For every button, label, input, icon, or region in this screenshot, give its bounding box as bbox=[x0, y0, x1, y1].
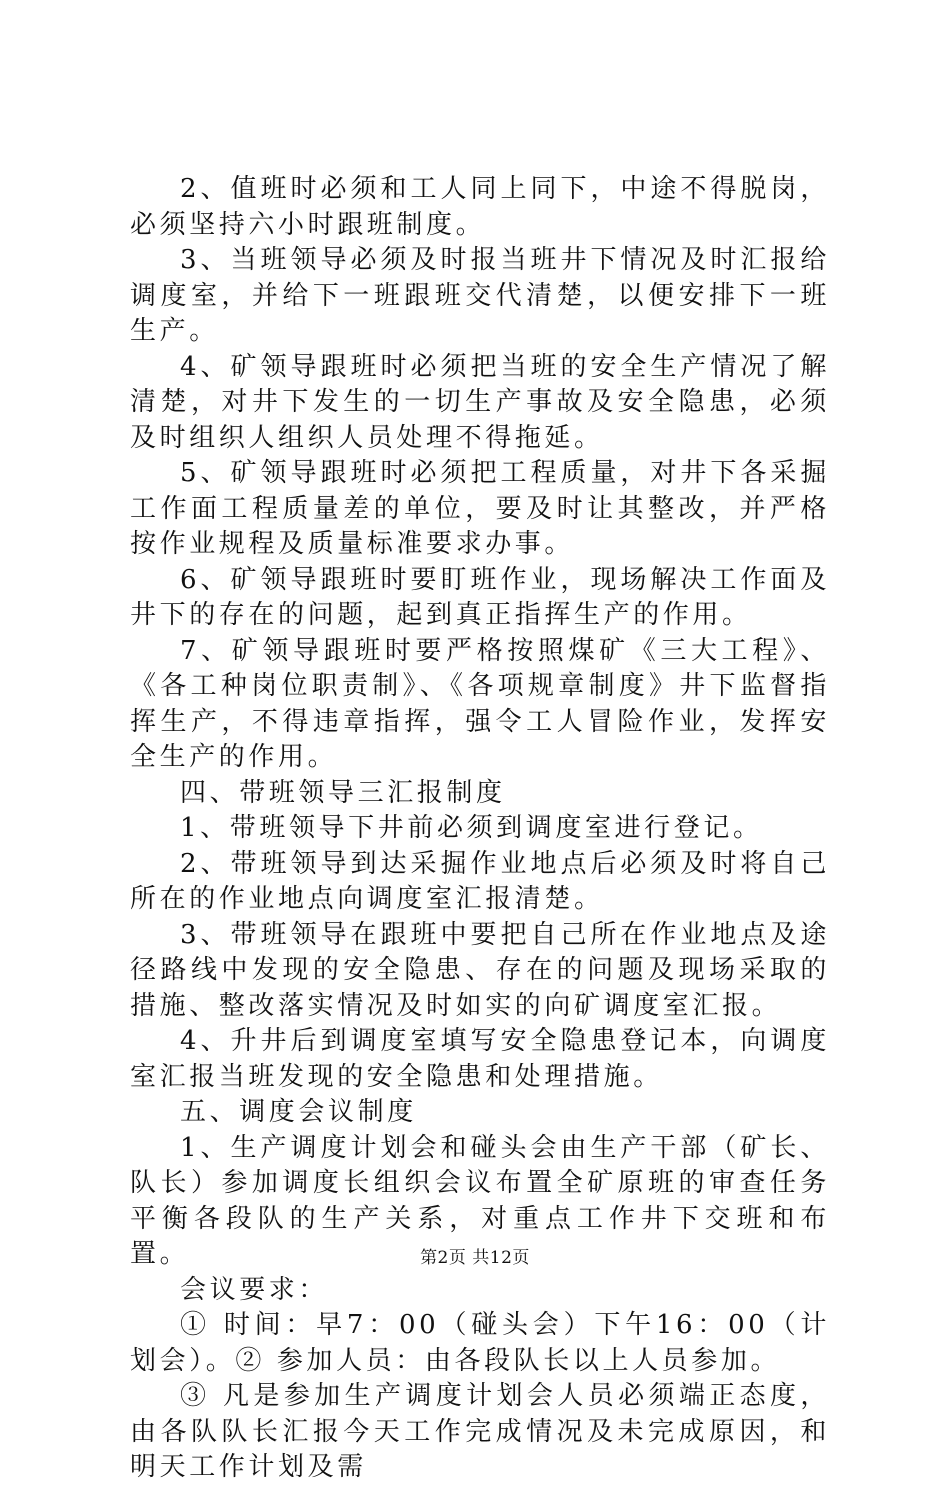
paragraph: 会议要求： bbox=[180, 1274, 329, 1305]
paragraph: 4、升井后到调度室填写安全隐患登记本，向调度室汇报当班发现的安全隐患和处理措施。 bbox=[130, 1026, 830, 1092]
paragraph: 3、带班领导在跟班中要把自己所在作业地点及途径路线中发现的安全隐患、存在的问题及现场采取的措施、整改落实情况及时如实的向矿调度室汇报。 bbox=[130, 919, 830, 1021]
paragraph: ① 时间：早7：00（碰头会）下午16：00（计划会）。② 参加人员：由各段队长以上人员参加。 bbox=[130, 1310, 830, 1376]
paragraph: 6、矿领导跟班时要盯班作业，现场解决工作面及井下的存在的问题，起到真正指挥生产的作用。 bbox=[130, 564, 830, 630]
paragraph: 1、生产调度计划会和碰头会由生产干部（矿长、队长）参加调度长组织会议布置全矿原班的审查任务平衡各段队的生产关系，对重点工作井下交班和布置。 bbox=[130, 1132, 830, 1269]
page-footer: 第2页 共12页 bbox=[420, 1248, 530, 1268]
paragraph: 5、矿领导跟班时必须把工程质量，对井下各采掘工作面工程质量差的单位，要及时让其整改，并严格按作业规程及质量标准要求办事。 bbox=[130, 458, 830, 559]
paragraph: ③ 凡是参加生产调度计划会人员必须端正态度，由各队队长汇报今天工作完成情况及未完成原因，和明天工作计划及需 bbox=[130, 1381, 830, 1482]
paragraph: 2、带班领导到达采掘作业地点后必须及时将自己所在的作业地点向调度室汇报清楚。 bbox=[130, 848, 830, 914]
section-heading: 五、调度会议制度 bbox=[180, 1097, 417, 1127]
paragraph: 4、矿领导跟班时必须把当班的安全生产情况了解清楚，对井下发生的一切生产事故及安全隐患，必须及时组织人组织人员处理不得拖延。 bbox=[130, 351, 830, 453]
paragraph: 7、矿领导跟班时要严格按照煤矿《三大工程》、《各工种岗位职责制》、《各项规章制度》井下监督指挥生产，不得违章指挥，强令工人冒险作业，发挥安全生产的作用。 bbox=[130, 635, 830, 772]
paragraph: 2、值班时必须和工人同上同下，中途不得脱岗，必须坚持六小时跟班制度。 bbox=[130, 174, 830, 240]
document-body bbox=[130, 172, 830, 1486]
paragraph: 1、带班领导下井前必须到调度室进行登记。 bbox=[180, 813, 763, 843]
paragraph: 3、当班领导必须及时报当班井下情况及时汇报给调度室，并给下一班跟班交代清楚，以便安排下一班生产。 bbox=[130, 245, 830, 346]
section-heading: 四、带班领导三汇报制度 bbox=[180, 777, 506, 808]
